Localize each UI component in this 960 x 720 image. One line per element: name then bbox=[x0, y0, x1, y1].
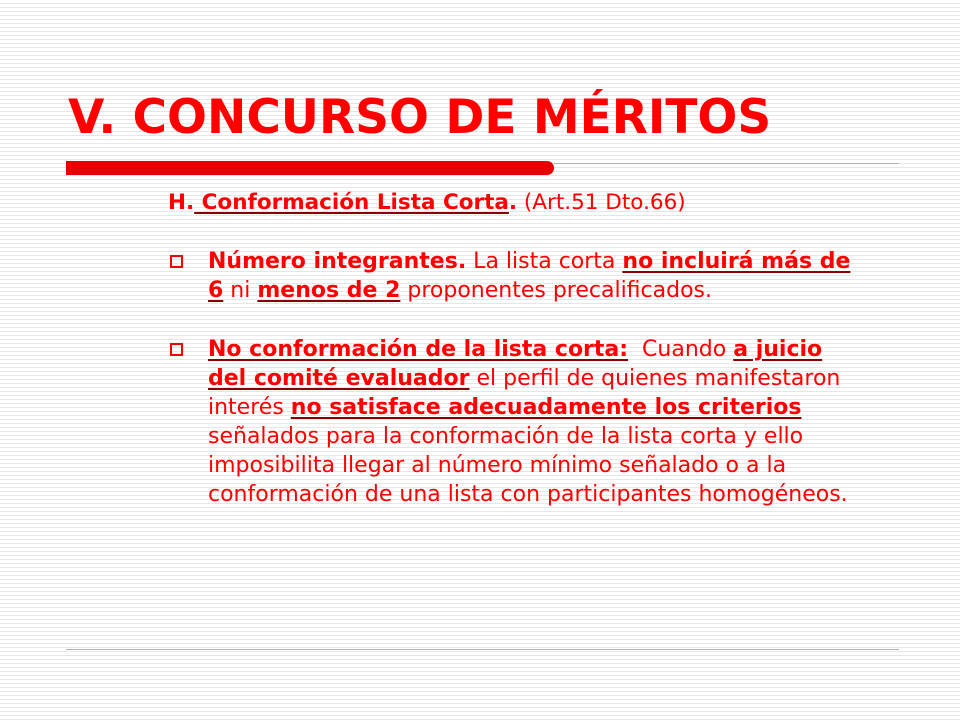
bullet-emphasis: no satisface adecuadamente los criterios bbox=[290, 395, 802, 420]
title-accent-bar bbox=[66, 161, 554, 175]
bullet-text: señalados para la conformación de la lista corta y ello imposibilita llegar al número mínimo señalado o a la conformación de una lista con participantes homogéneos. bbox=[208, 424, 848, 507]
bullet-lead: No conformación de la lista corta: bbox=[208, 337, 629, 362]
bullet-numero-integrantes bbox=[168, 247, 868, 305]
bottom-divider-line bbox=[66, 649, 899, 650]
section-heading bbox=[168, 188, 888, 217]
title-divider-line bbox=[554, 163, 899, 164]
bullet-text: proponentes precalificados. bbox=[400, 278, 712, 303]
bullet-text: ni bbox=[223, 278, 258, 303]
slide-body bbox=[168, 188, 888, 509]
bullet-text: el perfil de quienes manifestaron interés bbox=[208, 366, 841, 420]
bullet-lead: Número integrantes. bbox=[208, 249, 467, 274]
bullet-text: Cuando bbox=[628, 337, 734, 362]
section-title-period: . bbox=[508, 190, 518, 215]
bullet-emphasis: no incluirá más de 6 bbox=[208, 249, 851, 303]
bullet-no-conformacion bbox=[168, 335, 868, 509]
section-reference: (Art.51 Dto.66) bbox=[517, 190, 686, 215]
bullet-list bbox=[168, 247, 888, 509]
bullet-emphasis: menos de 2 bbox=[257, 278, 401, 303]
hollow-square-bullet-icon bbox=[170, 343, 183, 356]
slide-title: V. CONCURSO DE MÉRITOS bbox=[68, 90, 772, 145]
section-letter: H. bbox=[168, 190, 195, 215]
bullet-text: La lista corta bbox=[466, 249, 623, 274]
section-title: Conformación Lista Corta bbox=[194, 190, 509, 215]
hollow-square-bullet-icon bbox=[170, 255, 183, 268]
bullet-emphasis: a juicio del comité evaluador bbox=[208, 337, 823, 391]
